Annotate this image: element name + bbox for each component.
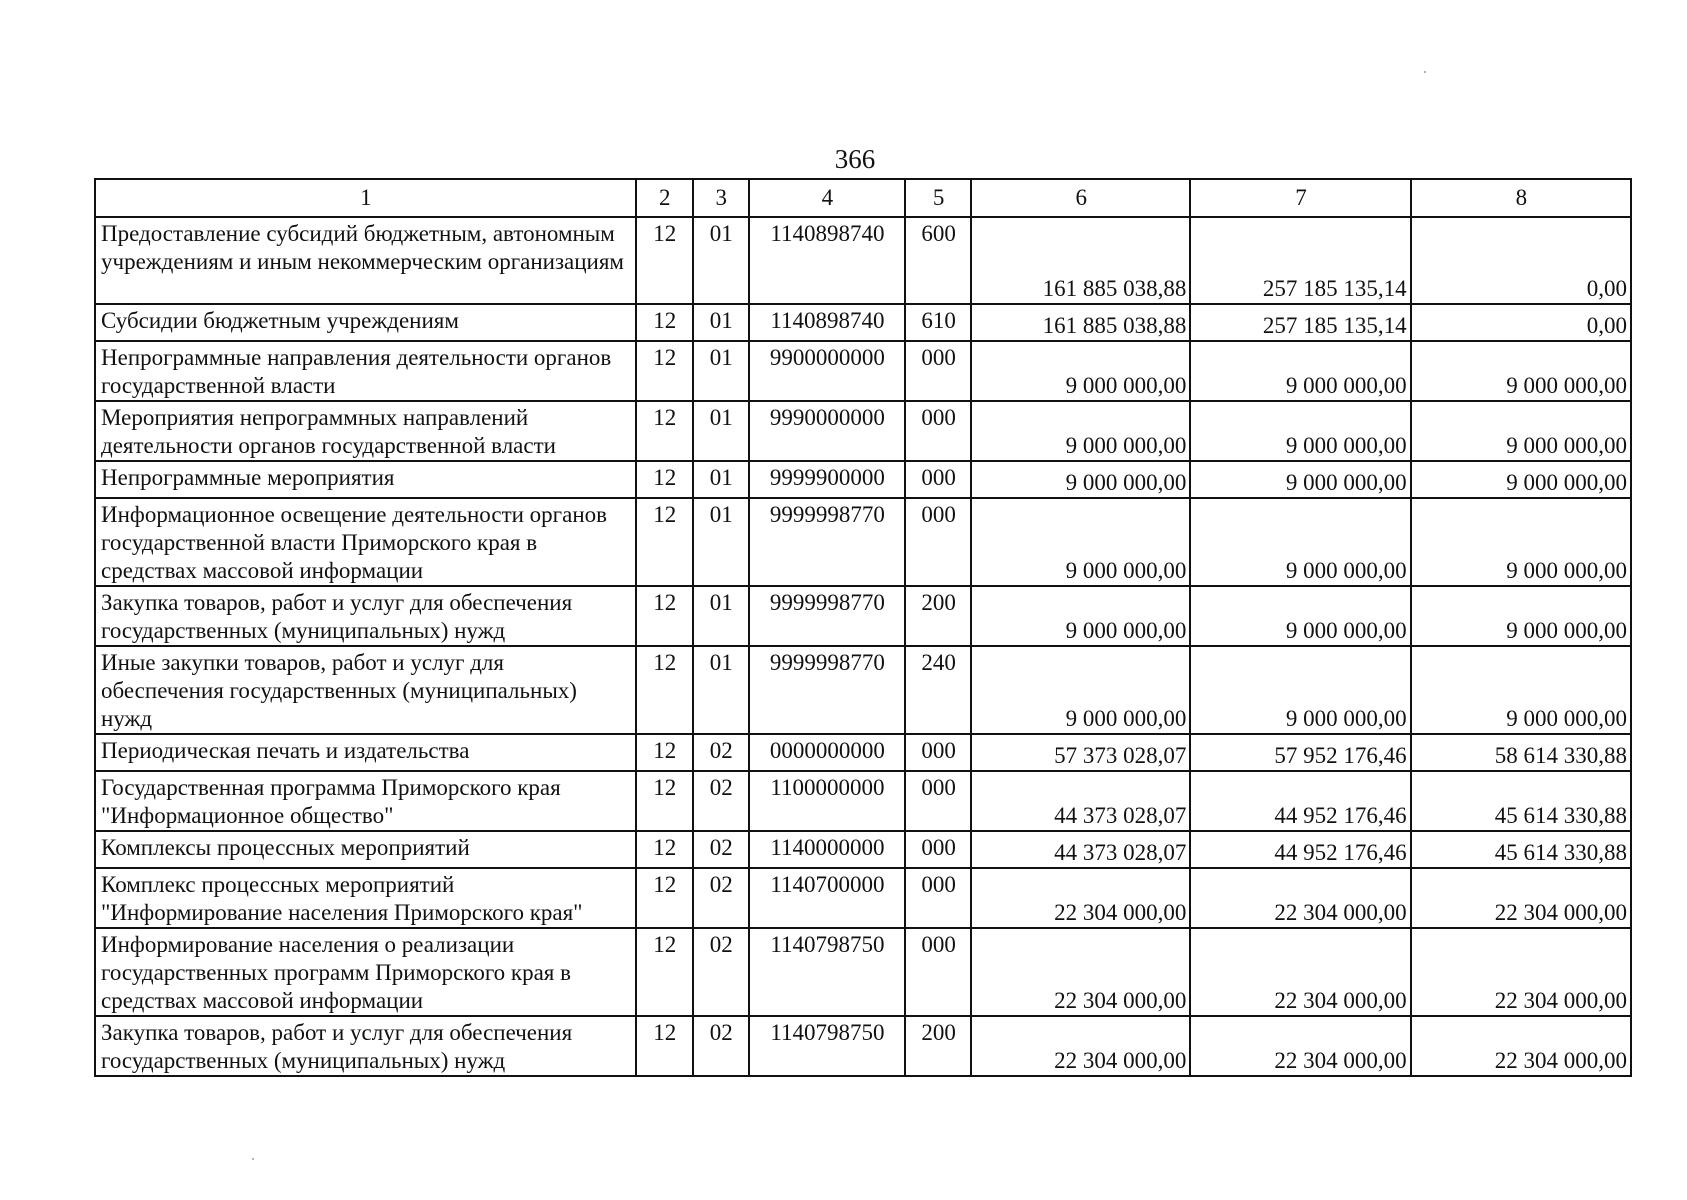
row-name: Государственная программа Приморского края "Информационное общество" [95,771,636,831]
row-amount-6: 9 000 000,00 [971,586,1190,646]
row-expense-type: 000 [905,868,971,928]
row-amount-7: 44 952 176,46 [1190,771,1410,831]
row-expense-type: 200 [905,586,971,646]
row-expense-type: 000 [905,734,971,771]
table-row [95,341,1631,401]
row-target-code: 9990000000 [749,401,905,461]
row-name: Закупка товаров, работ и услуг для обеспечения государственных (муниципальных) нужд [95,1016,636,1076]
row-amount-7: 22 304 000,00 [1190,1016,1410,1076]
row-amount-6: 161 885 038,88 [971,304,1190,341]
row-amount-7: 22 304 000,00 [1190,868,1410,928]
row-amount-8: 22 304 000,00 [1411,868,1631,928]
row-name: Закупка товаров, работ и услуг для обеспечения государственных (муниципальных) нужд [95,586,636,646]
row-target-code: 1140798750 [749,1016,905,1076]
row-section: 12 [636,304,693,341]
row-section: 12 [636,928,693,1016]
row-subsection: 02 [693,928,749,1016]
row-expense-type: 000 [905,831,971,868]
row-section: 12 [636,586,693,646]
table-row [95,401,1631,461]
row-expense-type: 000 [905,401,971,461]
row-expense-type: 000 [905,498,971,586]
row-amount-8: 0,00 [1411,304,1631,341]
row-subsection: 01 [693,461,749,498]
row-subsection: 02 [693,771,749,831]
row-target-code: 9999998770 [749,498,905,586]
row-amount-7: 257 185 135,14 [1190,304,1410,341]
budget-table [94,178,1632,1077]
row-target-code: 1140898740 [749,304,905,341]
row-amount-8: 9 000 000,00 [1411,401,1631,461]
header-cell: 8 [1411,179,1631,217]
header-cell: 5 [905,179,971,217]
row-amount-8: 58 614 330,88 [1411,734,1631,771]
row-name: Мероприятия непрограммных направлений деятельности органов государственной власти [95,401,636,461]
row-subsection: 01 [693,646,749,734]
table-row [95,868,1631,928]
header-row [95,179,1631,217]
row-target-code: 1140898740 [749,217,905,304]
row-expense-type: 240 [905,646,971,734]
row-expense-type: 000 [905,341,971,401]
row-amount-8: 45 614 330,88 [1411,771,1631,831]
row-expense-type: 000 [905,461,971,498]
row-target-code: 9999998770 [749,586,905,646]
row-target-code: 9999900000 [749,461,905,498]
scan-speck [1424,71,1426,73]
row-expense-type: 600 [905,217,971,304]
row-amount-8: 22 304 000,00 [1411,928,1631,1016]
row-target-code: 9999998770 [749,646,905,734]
row-amount-7: 9 000 000,00 [1190,461,1410,498]
row-amount-6: 9 000 000,00 [971,461,1190,498]
row-amount-8: 45 614 330,88 [1411,831,1631,868]
table-row [95,1016,1631,1076]
row-name: Непрограммные мероприятия [95,461,636,498]
row-amount-7: 9 000 000,00 [1190,401,1410,461]
row-amount-7: 44 952 176,46 [1190,831,1410,868]
row-section: 12 [636,771,693,831]
header-cell: 7 [1190,179,1410,217]
row-amount-6: 161 885 038,88 [971,217,1190,304]
header-cell: 6 [971,179,1190,217]
table-row [95,304,1631,341]
row-amount-7: 57 952 176,46 [1190,734,1410,771]
row-amount-8: 9 000 000,00 [1411,341,1631,401]
row-target-code: 9900000000 [749,341,905,401]
row-amount-6: 9 000 000,00 [971,341,1190,401]
row-target-code: 1140798750 [749,928,905,1016]
row-amount-6: 22 304 000,00 [971,868,1190,928]
row-subsection: 02 [693,831,749,868]
row-section: 12 [636,831,693,868]
row-subsection: 01 [693,304,749,341]
row-amount-7: 9 000 000,00 [1190,646,1410,734]
row-name: Субсидии бюджетным учреждениям [95,304,636,341]
row-amount-8: 9 000 000,00 [1411,498,1631,586]
row-expense-type: 000 [905,771,971,831]
row-amount-6: 9 000 000,00 [971,646,1190,734]
row-subsection: 02 [693,1016,749,1076]
row-target-code: 1100000000 [749,771,905,831]
table-row [95,771,1631,831]
row-amount-6: 44 373 028,07 [971,771,1190,831]
row-target-code: 0000000000 [749,734,905,771]
row-amount-8: 0,00 [1411,217,1631,304]
row-section: 12 [636,734,693,771]
row-amount-8: 22 304 000,00 [1411,1016,1631,1076]
row-subsection: 01 [693,217,749,304]
row-amount-6: 44 373 028,07 [971,831,1190,868]
row-name: Непрограммные направления деятельности органов государственной власти [95,341,636,401]
row-amount-7: 22 304 000,00 [1190,928,1410,1016]
row-amount-6: 9 000 000,00 [971,401,1190,461]
row-subsection: 01 [693,341,749,401]
table-row [95,831,1631,868]
row-section: 12 [636,646,693,734]
row-target-code: 1140000000 [749,831,905,868]
row-expense-type: 610 [905,304,971,341]
row-name: Предоставление субсидий бюджетным, автономным учреждениям и иным некоммерческим организациям [95,217,636,304]
row-amount-8: 9 000 000,00 [1411,586,1631,646]
header-cell: 3 [693,179,749,217]
table-row [95,217,1631,304]
row-subsection: 01 [693,586,749,646]
table-row [95,586,1631,646]
row-amount-7: 9 000 000,00 [1190,586,1410,646]
row-amount-6: 9 000 000,00 [971,498,1190,586]
row-amount-6: 22 304 000,00 [971,928,1190,1016]
row-subsection: 01 [693,498,749,586]
row-name: Информирование населения о реализации государственных программ Приморского края в средствах массовой информации [95,928,636,1016]
table-row [95,498,1631,586]
row-amount-8: 9 000 000,00 [1411,461,1631,498]
row-target-code: 1140700000 [749,868,905,928]
table-row [95,734,1631,771]
row-section: 12 [636,1016,693,1076]
row-name: Информационное освещение деятельности органов государственной власти Приморского края в средствах массовой информации [95,498,636,586]
row-section: 12 [636,868,693,928]
page-number: 366 [834,144,876,174]
row-subsection: 02 [693,868,749,928]
row-section: 12 [636,217,693,304]
row-amount-7: 9 000 000,00 [1190,341,1410,401]
row-expense-type: 000 [905,928,971,1016]
row-section: 12 [636,498,693,586]
header-cell: 4 [749,179,905,217]
row-name: Иные закупки товаров, работ и услуг для обеспечения государственных (муниципальных) нужд [95,646,636,734]
table-row [95,461,1631,498]
row-amount-7: 257 185 135,14 [1190,217,1410,304]
table-row [95,646,1631,734]
header-cell: 2 [636,179,693,217]
row-amount-8: 9 000 000,00 [1411,646,1631,734]
row-section: 12 [636,461,693,498]
row-name: Периодическая печать и издательства [95,734,636,771]
row-name: Комплексы процессных мероприятий [95,831,636,868]
row-expense-type: 200 [905,1016,971,1076]
row-section: 12 [636,401,693,461]
table-row [95,928,1631,1016]
row-amount-7: 9 000 000,00 [1190,498,1410,586]
row-amount-6: 22 304 000,00 [971,1016,1190,1076]
row-amount-6: 57 373 028,07 [971,734,1190,771]
row-subsection: 02 [693,734,749,771]
scan-speck [252,1158,254,1160]
row-section: 12 [636,341,693,401]
row-name: Комплекс процессных мероприятий "Информирование населения Приморского края" [95,868,636,928]
header-cell: 1 [95,179,636,217]
row-subsection: 01 [693,401,749,461]
